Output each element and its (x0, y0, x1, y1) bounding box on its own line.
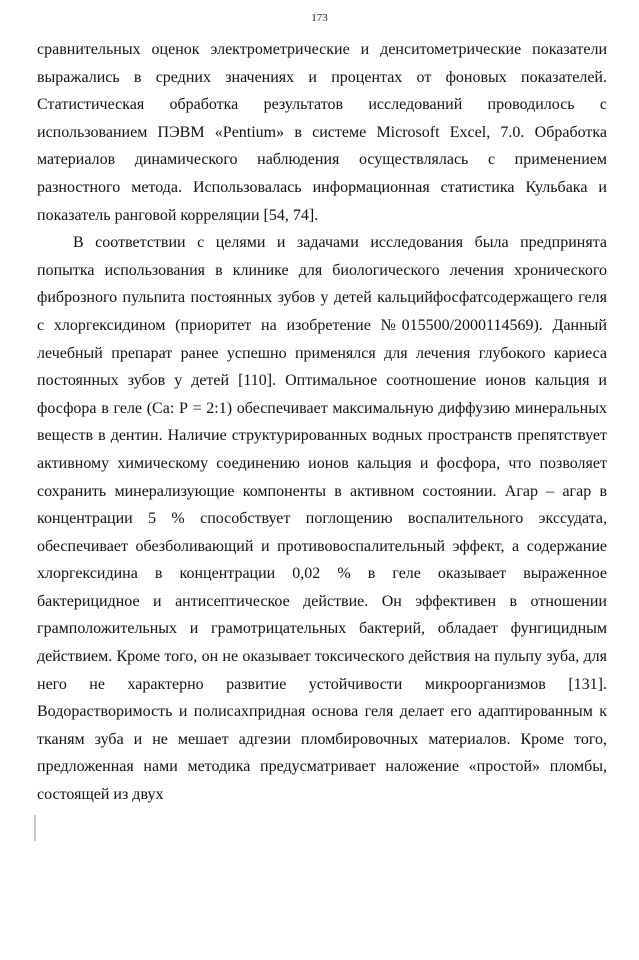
page-number: 173 (311, 12, 328, 24)
paragraph-gel-treatment: В соответствии с целями и задачами исследования была предпринята попытка использования в клинике для биологического лечения хронического фиброзного пульпита постоянных зубов у детей кальцийфосфатсодержащего геля с хлоргексидином (приоритет на изобретение №015500/2000114569). Данный лечебный препарат ранее успешно применялся для лечения глубокого кариеса постоянных зубов у детей [110]. Оптимальное соотношение ионов кальция и фосфора в геле (Са: Р = 2:1) обеспечивает максимальную диффузию минеральных веществ в дентин. Наличие структурированных водных пространств препятствует активному химическому соединению ионов кальция и фосфора, что позволяет сохранить минерализующие компоненты в активном состоянии. Агар – агар в концентрации 5 % способствует поглощению воспалительного экссудата, обеспечивает обезболивающий и противовоспалительный эффект, а содержание хлоргексидина в концентрации 0,02 % в геле оказывает выраженное бактерицидное и антисептическое действие. Он эффективен в отношении грамположительных и грамотрицательных бактерий, обладает фунгицидным действием. Кроме того, он не оказывает токсического действия на пульпу зуба, для него не характерно развитие устойчивости микроорганизмов [131]. Водорастворимость и полисахпридная основа геля делает его адаптированным к тканям зуба и не мешает адгезии пломбировочных материалов. Кроме того, предложенная нами методика предусматривает наложение «простой» пломбы, состоящей из двух (37, 234, 607, 804)
margin-scan-mark (34, 815, 36, 841)
body-text (37, 36, 607, 809)
paragraph-continuation: сравнительных оценок электрометрические и денситометрические показатели выражались в средних значениях и процентах от фоновых показателей. Статистическая обработка результатов исследований проводилось с использованием ПЭВМ «Pentium» в системе Microsoft Excel, 7.0. Обработка материалов динамического наблюдения осуществлялась с применением разностного метода. Использовалась информационная статистика Кульбака и показатель ранговой корреляции [54, 74]. (37, 41, 607, 224)
